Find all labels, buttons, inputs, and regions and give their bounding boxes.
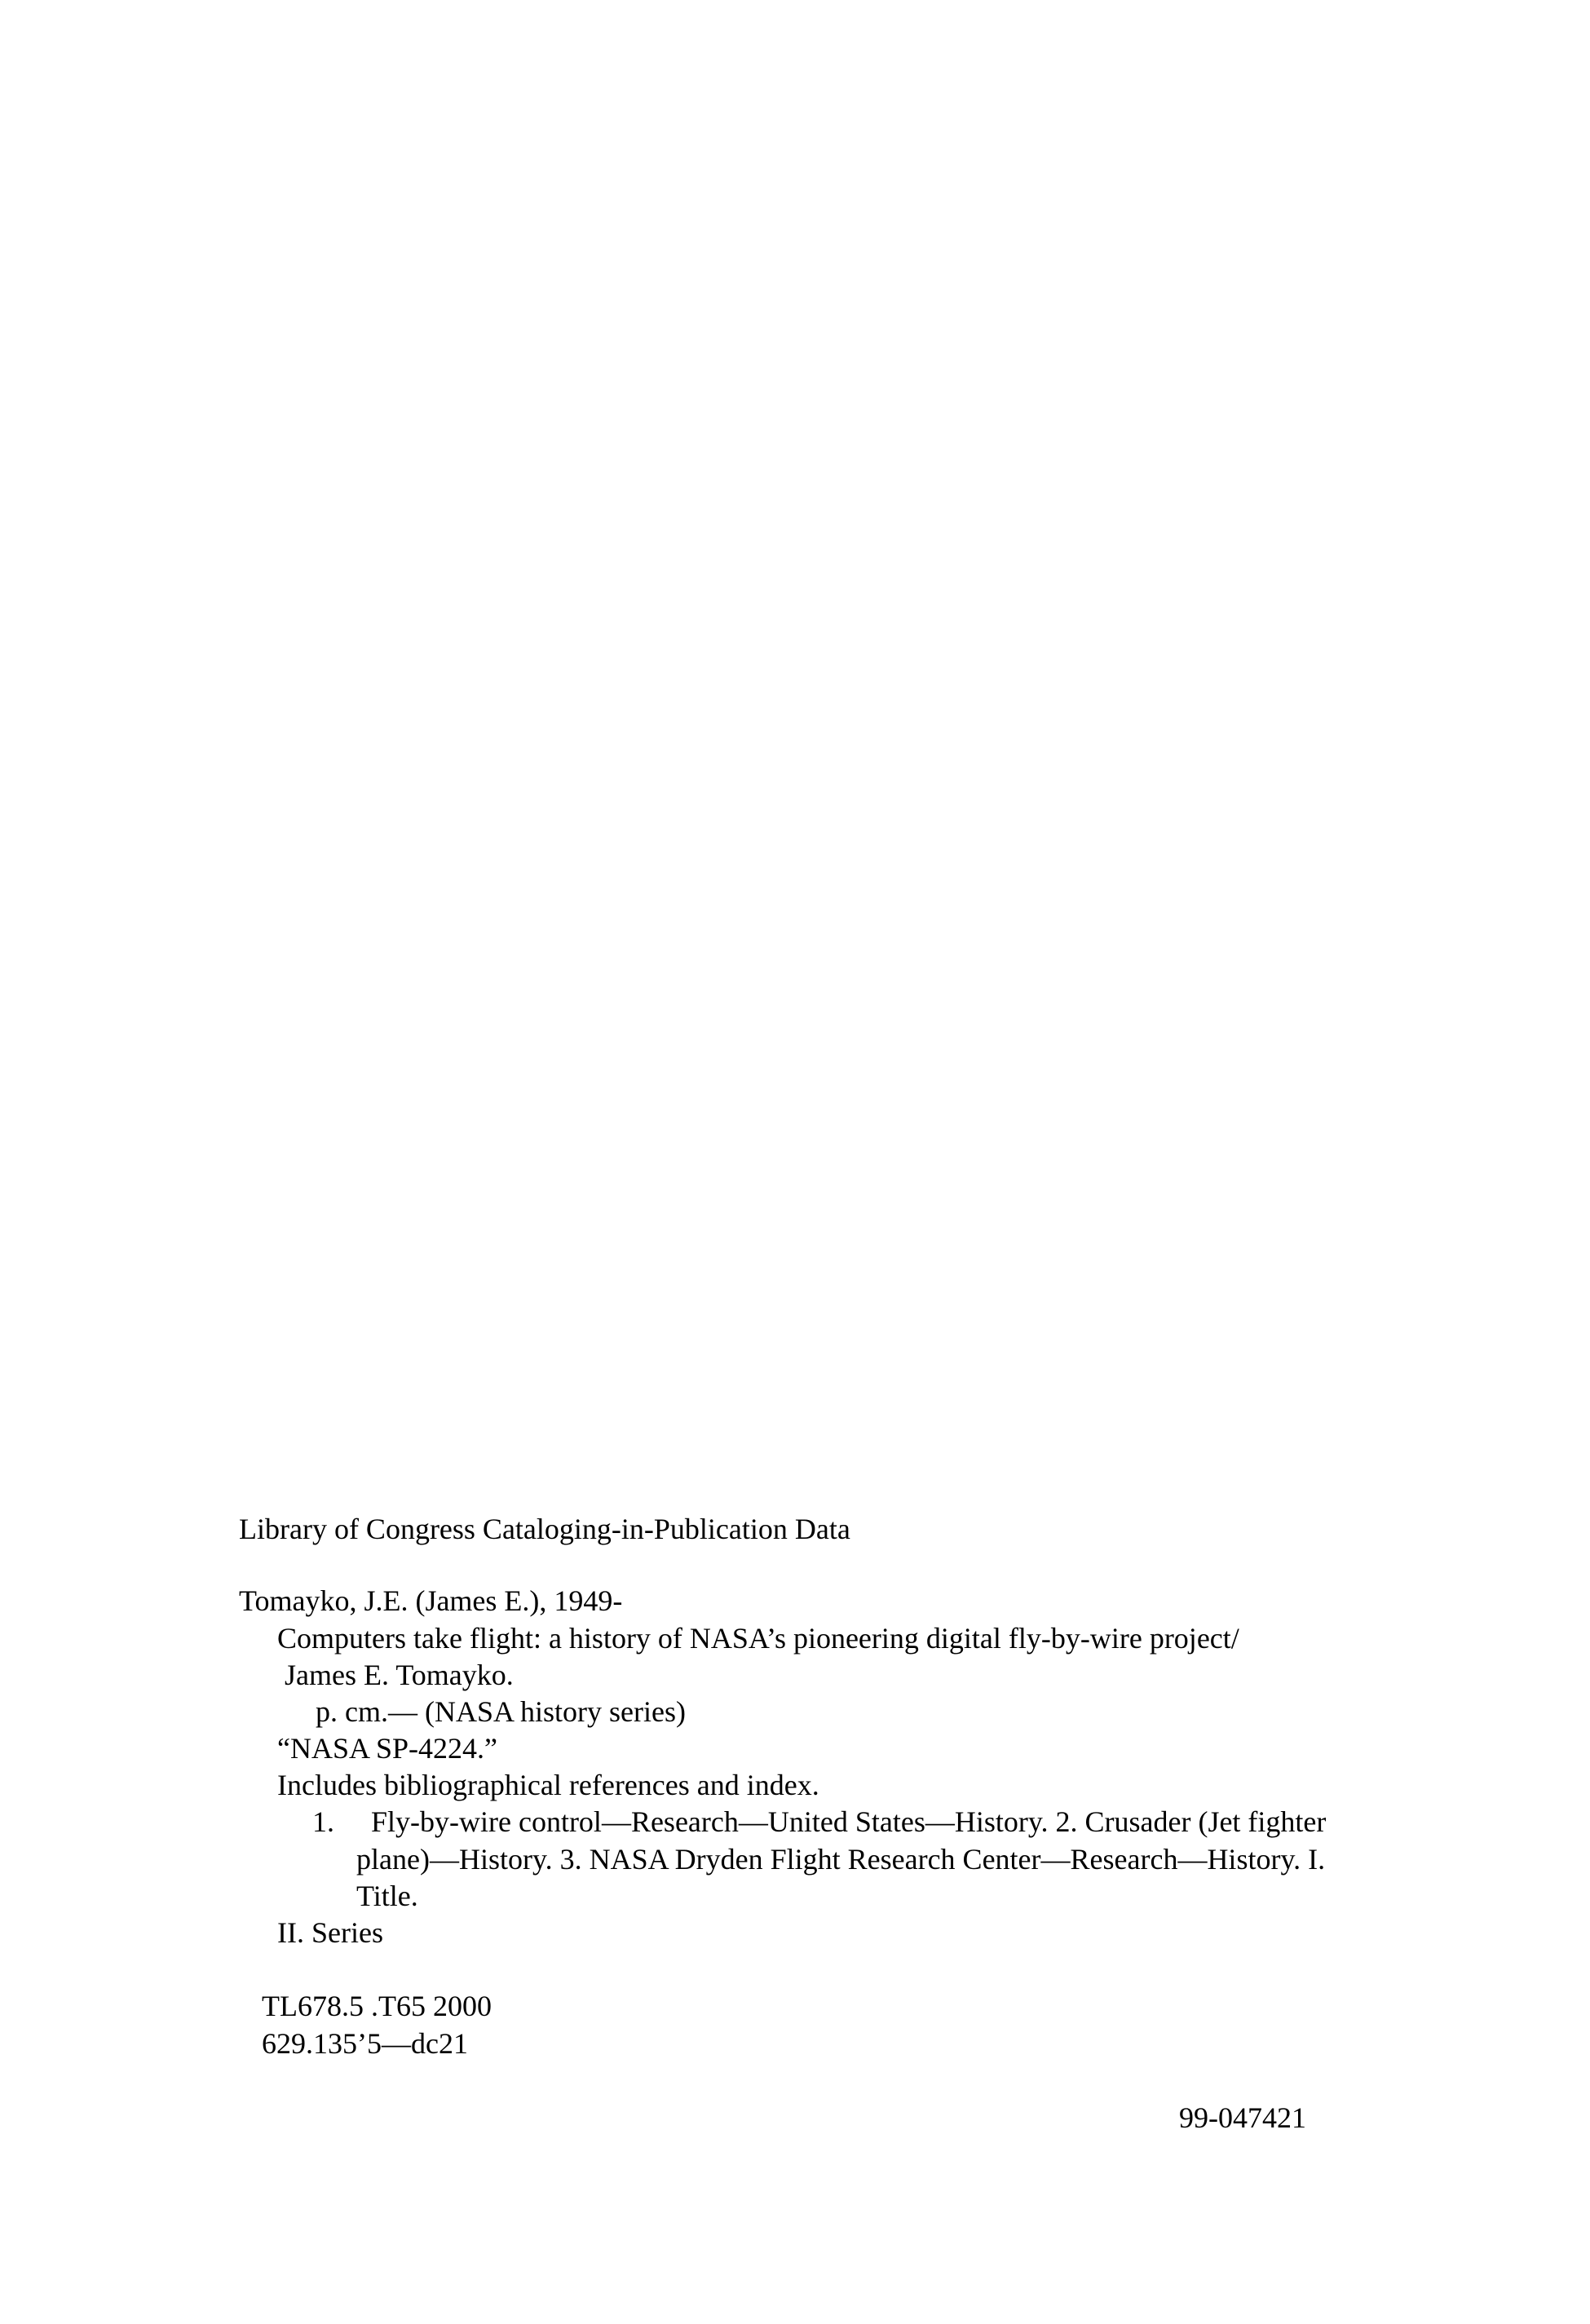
bibliography-note: Includes bibliographical references and index.	[277, 1769, 819, 1801]
subject-headings-line-1: Fly-by-wire control—Research—United States—History. 2. Crusader (Jet fighter	[371, 1805, 1327, 1838]
author-entry: Tomayko, J.E. (James E.), 1949-	[239, 1584, 623, 1617]
series-added-entry: II. Series	[277, 1916, 383, 1949]
title-statement-line-2: James E. Tomayko.	[285, 1659, 514, 1691]
dewey-classification: 629.135’5—dc21	[262, 2027, 468, 2060]
cip-heading: Library of Congress Cataloging-in-Publication Data	[239, 1513, 850, 1545]
series-note: “NASA SP-4224.”	[277, 1732, 498, 1765]
subject-headings-line-3: Title.	[356, 1880, 418, 1912]
lc-classification: TL678.5 .T65 2000	[262, 1990, 492, 2022]
subject-headings-line-2: plane)—History. 3. NASA Dryden Flight Research Center—Research—History. I.	[356, 1843, 1326, 1876]
subject-list-number: 1.	[312, 1805, 334, 1838]
title-statement-line-1: Computers take flight: a history of NASA’s pioneering digital fly-by-wire project/	[277, 1622, 1239, 1655]
physical-description: p. cm.— (NASA history series)	[316, 1695, 686, 1728]
lccn: 99-047421	[1179, 2101, 1306, 2134]
